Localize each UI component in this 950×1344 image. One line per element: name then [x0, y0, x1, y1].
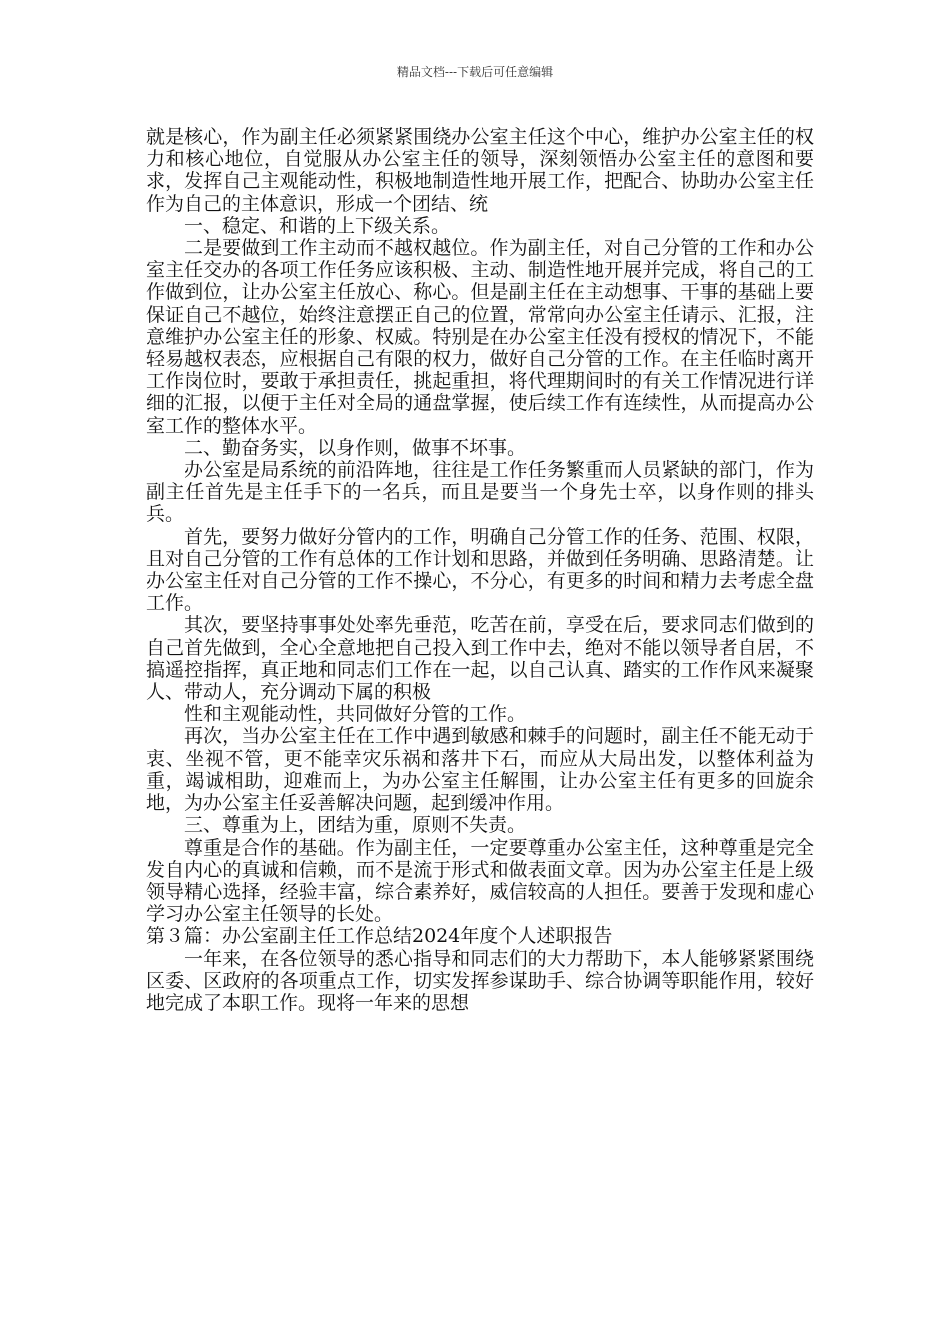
paragraph: 性和主观能动性，共同做好分管的工作。 [184, 703, 527, 726]
section-heading: 三、尊重为上，团结为重，原则不失责。 [184, 814, 527, 837]
paragraph: 一年来，在各位领导的悉心指导和同志们的大力帮助下，本人能够紧紧围绕区委、区政府的各项重点工作，切实发挥参谋助手、综合协调等职能作用，较好地完成了本职工作。现将一年来的思想 [146, 947, 814, 1014]
document-body [146, 126, 814, 1014]
page-header: 精品文档---下载后可任意编辑 [396, 65, 554, 79]
paragraph: 尊重是合作的基础。作为副主任，一定要尊重办公室主任，这种尊重是完全发自内心的真诚和信赖，而不是流于形式和做表面文章。因为办公室主任是上级领导精心选择，经验丰富，综合素养好，威信较高的人担任。要善于发现和虚心学习办公室主任领导的长处。 [146, 836, 814, 926]
paragraph: 办公室是局系统的前沿阵地，往往是工作任务繁重而人员紧缺的部门，作为副主任首先是主任手下的一名兵，而且是要当一个身先士卒，以身作则的排头兵。 [146, 459, 814, 526]
paragraph: 就是核心，作为副主任必须紧紧围绕办公室主任这个中心，维护办公室主任的权力和核心地位，自觉服从办公室主任的领导，深刻领悟办公室主任的意图和要求，发挥自己主观能动性，积极地制造性地开展工作，把配合、协助办公室主任作为自己的主体意识，形成一个团结、统 [146, 126, 814, 215]
paragraph: 二是要做到工作主动而不越权越位。作为副主任，对自己分管的工作和办公室主任交办的各项工作任务应该积极、主动、制造性地开展并完成，将自己的工作做到位，让办公室主任放心、称心。但是副主任在主动想事、干事的基础上要保证自己不越位，始终注意摆正自己的位置，常常向办公室主任请示、汇报，注意维护办公室主任的形象、权威。特别是在办公室主任没有授权的情况下，不能轻易越权表态，应根据自己有限的权力，做好自己分管的工作。在主任临时离开工作岗位时，要敢于承担责任，挑起重担，将代理期间时的有关工作情况进行详细的汇报，以便于主任对全局的通盘掌握，使后续工作有连续性，从而提高办公室工作的整体水平。 [146, 237, 814, 437]
paragraph: 再次，当办公室主任在工作中遇到敏感和棘手的问题时，副主任不能无动于衷、坐视不管，更不能幸灾乐祸和落井下石，而应从大局出发，以整体利益为重，竭诚相助，迎难而上，为办公室主任解围，让办公室主任有更多的回旋余地，为办公室主任妥善解决问题，起到缓冲作用。 [146, 725, 814, 815]
paragraph: 其次，要坚持事事处处率先垂范，吃苦在前，享受在后，要求同志们做到的自己首先做到，全心全意地把自己投入到工作中去，绝对不能以领导者自居，不搞遥控指挥，真正地和同志们工作在一起，以自己认真、踏实的工作作风来凝聚人、带动人，充分调动下属的积极 [146, 614, 814, 704]
article-title: 第３篇：办公室副主任工作总结2024年度个人述职报告 [146, 925, 613, 948]
section-heading: 二、勤奋务实，以身作则，做事不坏事。 [184, 436, 527, 459]
paragraph: 首先，要努力做好分管内的工作，明确自己分管工作的任务、范围、权限，且对自己分管的工作有总体的工作计划和思路，并做到任务明确、思路清楚。让办公室主任对自己分管的工作不操心，不分心，有更多的时间和精力去考虑全盘工作。 [146, 525, 814, 615]
paragraph: 一、稳定、和谐的上下级关系。 [184, 214, 451, 237]
